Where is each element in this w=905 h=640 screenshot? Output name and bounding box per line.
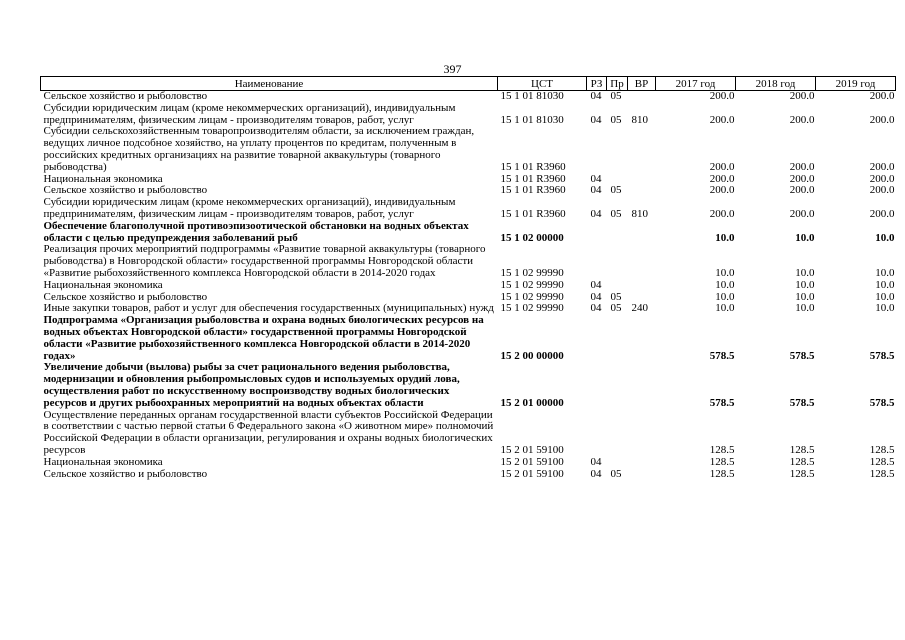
table-row xyxy=(41,280,896,292)
cell-2017: 10.0 xyxy=(715,302,735,315)
cell-2018: 10.0 xyxy=(795,290,815,303)
cell-pr: 05 xyxy=(610,184,622,197)
cell-rz xyxy=(587,126,607,173)
cell-2019: 578.5 xyxy=(869,349,895,362)
table-row xyxy=(41,469,896,481)
cell-rz: 04 xyxy=(590,290,602,303)
cell-vr xyxy=(628,244,656,279)
cell-name: Субсидии юридическим лицам (кроме некоммерческих организаций), индивидуальным предпринимателям, физическим лицам - производителям товаров, работ, услуг xyxy=(43,101,456,126)
cell-2019: 200.0 xyxy=(869,207,895,220)
cell-2018: 200.0 xyxy=(789,207,815,220)
cell-pr xyxy=(607,410,628,457)
cell-2018: 128.5 xyxy=(789,443,815,456)
cell-2019: 200.0 xyxy=(869,172,895,185)
cell-2019: 10.0 xyxy=(875,266,895,279)
cell-name: Национальная экономика xyxy=(43,455,163,468)
cell-pr: 05 xyxy=(610,467,622,480)
cell-rz: 04 xyxy=(590,113,602,126)
cell-vr xyxy=(628,469,656,481)
cell-rz xyxy=(587,315,607,362)
cell-vr xyxy=(628,315,656,362)
cell-csr: 15 2 01 00000 xyxy=(500,396,564,409)
cell-2018: 200.0 xyxy=(789,172,815,185)
cell-2017: 128.5 xyxy=(709,467,735,480)
cell-csr: 15 2 01 59100 xyxy=(500,467,564,480)
table-row xyxy=(41,410,896,457)
cell-rz: 04 xyxy=(590,455,602,468)
table-row xyxy=(41,91,896,103)
cell-csr: 15 1 01 R3960 xyxy=(500,207,566,220)
cell-name: Сельское хозяйство и рыболовство xyxy=(43,290,208,303)
cell-name: Сельское хозяйство и рыболовство xyxy=(43,90,208,102)
cell-vr xyxy=(628,410,656,457)
cell-csr: 15 1 02 99990 xyxy=(500,266,564,279)
cell-2018: 10.0 xyxy=(795,302,815,315)
cell-csr: 15 1 01 81030 xyxy=(500,113,564,126)
page-number: 397 xyxy=(443,62,462,76)
cell-2019: 200.0 xyxy=(869,184,895,197)
cell-vr xyxy=(628,362,656,409)
cell-rz xyxy=(587,221,607,245)
cell-csr: 15 1 02 99990 xyxy=(500,302,564,315)
table-row xyxy=(41,221,896,245)
cell-2018: 200.0 xyxy=(789,160,815,173)
cell-2019: 128.5 xyxy=(869,455,895,468)
cell-2017: 578.5 xyxy=(709,396,735,409)
cell-rz: 04 xyxy=(590,184,602,197)
cell-pr xyxy=(607,244,628,279)
cell-2018: 200.0 xyxy=(789,184,815,197)
cell-rz xyxy=(587,244,607,279)
cell-2017: 200.0 xyxy=(709,184,735,197)
header-name: Наименование xyxy=(41,77,498,91)
cell-2018: 10.0 xyxy=(795,266,815,279)
cell-2019: 10.0 xyxy=(875,231,895,244)
cell-csr: 15 1 02 99990 xyxy=(500,278,564,291)
cell-pr xyxy=(607,221,628,245)
cell-vr: 240 xyxy=(631,302,648,315)
cell-csr: 15 2 01 59100 xyxy=(500,455,564,468)
cell-pr xyxy=(607,362,628,409)
cell-rz: 04 xyxy=(590,302,602,315)
table-body xyxy=(41,91,896,481)
header-2018: 2018 год xyxy=(736,77,816,91)
table-row xyxy=(41,126,896,173)
cell-name: Национальная экономика xyxy=(43,278,163,291)
table-row xyxy=(41,103,896,127)
cell-2017: 10.0 xyxy=(715,290,735,303)
cell-2019: 578.5 xyxy=(869,396,895,409)
table-row xyxy=(41,315,896,362)
cell-rz: 04 xyxy=(590,278,602,291)
cell-rz: 04 xyxy=(590,172,602,185)
cell-2018: 578.5 xyxy=(789,396,815,409)
cell-pr: 05 xyxy=(610,290,622,303)
cell-2017: 128.5 xyxy=(709,443,735,456)
cell-name: Реализация прочих мероприятий подпрограммы «Развитие товарной аквакультуры (товарного рыбоводства) в Новгородской области» государственной программы Новгородской области «Развитие рыбохозяйственного комплекса Новгородской области в 2014-2020 годах xyxy=(43,243,486,279)
cell-2019: 128.5 xyxy=(869,443,895,456)
header-vr: ВР xyxy=(628,77,656,91)
cell-2017: 578.5 xyxy=(709,349,735,362)
cell-csr: 15 1 01 R3960 xyxy=(500,172,566,185)
cell-2017: 10.0 xyxy=(715,266,735,279)
cell-2018: 128.5 xyxy=(789,467,815,480)
header-pr: Пр xyxy=(607,77,628,91)
cell-2017: 128.5 xyxy=(709,455,735,468)
cell-2017: 10.0 xyxy=(715,278,735,291)
table-header-row xyxy=(41,77,896,91)
cell-vr xyxy=(628,126,656,173)
table-row xyxy=(41,244,896,279)
cell-pr xyxy=(607,280,628,292)
cell-vr xyxy=(628,174,656,186)
cell-2019: 10.0 xyxy=(875,302,895,315)
cell-pr: 05 xyxy=(610,90,622,102)
cell-2017: 200.0 xyxy=(709,172,735,185)
cell-2017: 200.0 xyxy=(709,90,735,102)
cell-csr: 15 2 00 00000 xyxy=(500,349,564,362)
cell-2018: 128.5 xyxy=(789,455,815,468)
cell-pr xyxy=(607,315,628,362)
cell-2019: 10.0 xyxy=(875,278,895,291)
cell-name: Обеспечение благополучной противоэпизоотической обстановки на водных объектах области с целью предупреждения заболеваний рыб xyxy=(43,219,469,244)
cell-vr xyxy=(628,457,656,469)
cell-name: Национальная экономика xyxy=(43,172,163,185)
cell-name: Субсидии сельскохозяйственным товаропроизводителям области, за исключением граждан, ведущих личное подсобное хозяйство, на уплату процентов по кредитам, полученным в российских кредитных организациях на развитие товарной аквакультуры (товарного рыбоводства) xyxy=(43,125,475,173)
cell-vr: 810 xyxy=(631,113,648,126)
cell-csr: 15 1 02 00000 xyxy=(500,231,564,244)
cell-pr: 05 xyxy=(610,207,622,220)
cell-2018: 10.0 xyxy=(795,278,815,291)
cell-2017: 10.0 xyxy=(715,231,735,244)
cell-name: Увеличение добычи (вылова) рыбы за счет рационального ведения рыболовства, модернизации и обновления рыбопромысловых судов и используемых орудий лова, осуществления работ по искусственному воспроизводству водных биологических ресурсов и других рыбоохранных мероприятий на водных объектах области xyxy=(43,361,460,409)
cell-2018: 10.0 xyxy=(795,231,815,244)
cell-vr: 810 xyxy=(631,207,648,220)
header-rz: РЗ xyxy=(587,77,607,91)
cell-pr xyxy=(607,457,628,469)
cell-name: Субсидии юридическим лицам (кроме некоммерческих организаций), индивидуальным предпринимателям, физическим лицам - производителям товаров, работ, услуг xyxy=(43,196,456,220)
cell-csr: 15 1 01 R3960 xyxy=(500,160,566,173)
cell-name: Иные закупки товаров, работ и услуг для обеспечения государственных (муниципальных) нужд xyxy=(43,302,494,315)
table-row xyxy=(41,362,896,409)
cell-csr: 15 1 01 81030 xyxy=(500,90,564,102)
cell-rz xyxy=(587,410,607,457)
cell-2019: 10.0 xyxy=(875,290,895,303)
cell-rz: 04 xyxy=(590,207,602,220)
cell-csr: 15 2 01 59100 xyxy=(500,443,564,456)
cell-vr xyxy=(628,221,656,245)
budget-table xyxy=(40,76,896,480)
cell-rz: 04 xyxy=(590,90,602,102)
header-2019: 2019 год xyxy=(816,77,896,91)
cell-2017: 200.0 xyxy=(709,113,735,126)
cell-name: Подпрограмма «Организация рыболовства и охрана водных биологических ресурсов на водных объектах Новгородской области» государственной программы Новгородской области «Развитие рыбохозяйственного комплекса Новгородской области в 2014-2020 годах» xyxy=(43,314,484,362)
cell-rz: 04 xyxy=(590,467,602,480)
header-2017: 2017 год xyxy=(656,77,736,91)
cell-csr: 15 1 02 99990 xyxy=(500,290,564,303)
cell-2019: 128.5 xyxy=(869,467,895,480)
cell-2017: 200.0 xyxy=(709,207,735,220)
cell-rz xyxy=(587,362,607,409)
cell-2019: 200.0 xyxy=(869,113,895,126)
cell-2018: 200.0 xyxy=(789,113,815,126)
cell-name: Сельское хозяйство и рыболовство xyxy=(43,184,208,197)
cell-name: Осуществление переданных органам государственной власти субъектов Российской Федерации в соответствии с частью первой статьи 6 Федерального закона «О животном мире» полномочий Российской Федерации в области организации, регулирования и охраны водных биологических ресурсов xyxy=(43,408,494,456)
table-row xyxy=(41,197,896,221)
cell-2018: 200.0 xyxy=(789,90,815,102)
cell-2018: 578.5 xyxy=(789,349,815,362)
cell-2017: 200.0 xyxy=(709,160,735,173)
cell-2019: 200.0 xyxy=(869,160,895,173)
cell-vr xyxy=(628,91,656,103)
header-csr: ЦСТ xyxy=(498,77,587,91)
cell-pr: 05 xyxy=(610,113,622,126)
cell-2019: 200.0 xyxy=(869,90,895,102)
cell-pr xyxy=(607,126,628,173)
cell-pr: 05 xyxy=(610,302,622,315)
cell-name: Сельское хозяйство и рыболовство xyxy=(43,467,208,480)
table-row xyxy=(41,457,896,469)
cell-vr xyxy=(628,280,656,292)
cell-csr: 15 1 01 R3960 xyxy=(500,184,566,197)
cell-vr xyxy=(628,185,656,197)
